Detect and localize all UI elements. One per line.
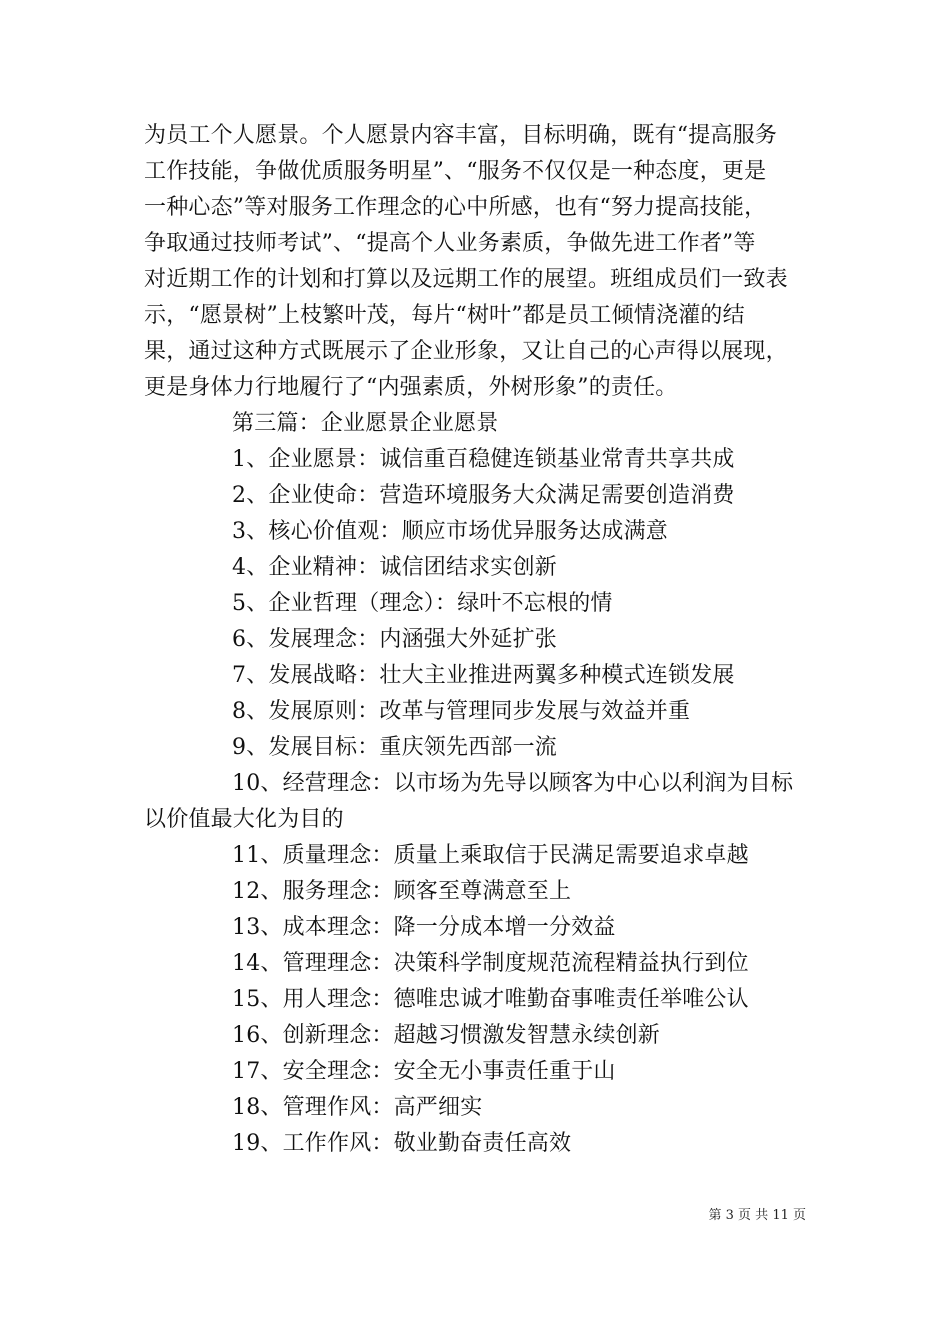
list-item: 10、经营理念：以市场为先导以顾客为中心以利润为目标	[232, 771, 794, 796]
list-item: 3、核心价值观：顺应市场优异服务达成满意	[232, 519, 668, 544]
paragraph-line: 示，“愿景树”上枝繁叶茂，每片“树叶”都是员工倾情浇灌的结	[144, 303, 745, 328]
list-item: 6、发展理念：内涵强大外延扩张	[232, 627, 557, 652]
vision-item-list	[144, 442, 808, 1162]
list-item: 11、质量理念：质量上乘取信于民满足需要追求卓越	[232, 843, 749, 868]
document-page-body	[144, 118, 808, 1162]
list-item: 13、成本理念：降一分成本增一分效益	[232, 915, 616, 940]
list-item: 9、发展目标：重庆领先西部一流	[232, 735, 557, 760]
paragraph-line: 为员工个人愿景。个人愿景内容丰富，目标明确，既有“提高服务	[144, 123, 778, 148]
list-item: 16、创新理念：超越习惯激发智慧永续创新	[232, 1023, 660, 1048]
list-item: 18、管理作风：高严细实	[232, 1095, 483, 1120]
page-footer	[0, 1206, 950, 1226]
list-item: 7、发展战略：壮大主业推进两翼多种模式连锁发展	[232, 663, 735, 688]
list-item: 2、企业使命：营造环境服务大众满足需要创造消费	[232, 483, 735, 508]
list-item: 15、用人理念：德唯忠诚才唯勤奋事唯责任举唯公认	[232, 987, 749, 1012]
list-item-continuation: 以价值最大化为目的	[144, 807, 344, 832]
list-item: 5、企业哲理（理念）：绿叶不忘根的情	[232, 591, 613, 616]
paragraph-line: 争取通过技师考试”、“提高个人业务素质，争做先进工作者”等	[144, 231, 756, 256]
list-item: 4、企业精神：诚信团结求实创新	[232, 555, 557, 580]
paragraph-line: 工作技能，争做优质服务明星”、“服务不仅仅是一种态度，更是	[144, 159, 767, 184]
paragraph-line: 更是身体力行地履行了“内强素质，外树形象”的责任。	[144, 375, 678, 400]
list-item: 14、管理理念：决策科学制度规范流程精益执行到位	[232, 951, 749, 976]
paragraph-line: 对近期工作的计划和打算以及远期工作的展望。班组成员们一致表	[144, 267, 788, 292]
list-item: 1、企业愿景：诚信重百稳健连锁基业常青共享共成	[232, 447, 735, 472]
section-title: 第三篇：企业愿景企业愿景	[232, 411, 499, 436]
list-item: 17、安全理念：安全无小事责任重于山	[232, 1059, 616, 1084]
intro-paragraph	[144, 118, 808, 406]
page-number: 第 3 页 共 11 页	[708, 1208, 806, 1223]
list-item: 19、工作作风：敬业勤奋责任高效	[232, 1131, 572, 1156]
paragraph-line: 果，通过这种方式既展示了企业形象，又让自己的心声得以展现，	[144, 339, 788, 364]
list-item: 8、发展原则：改革与管理同步发展与效益并重	[232, 699, 691, 724]
list-item: 12、服务理念：顾客至尊满意至上	[232, 879, 572, 904]
paragraph-line: 一种心态”等对服务工作理念的心中所感，也有“努力提高技能，	[144, 195, 767, 220]
